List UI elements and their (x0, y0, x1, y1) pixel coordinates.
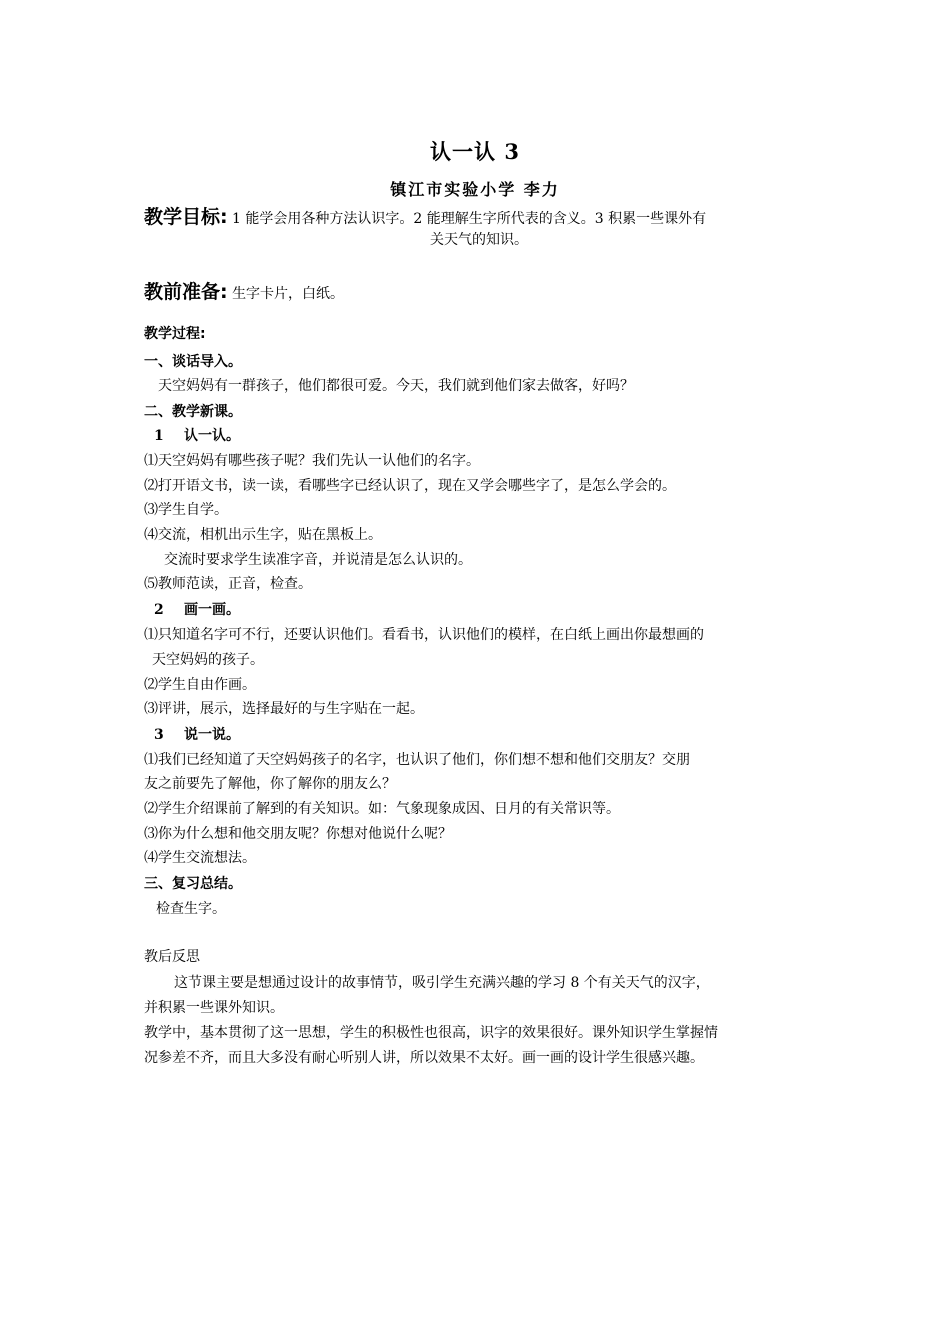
p3-heading (144, 724, 824, 744)
p1-number: 1 (154, 428, 164, 444)
p3-number: 3 (154, 727, 164, 743)
reflection-line-4: 况参差不齐，而且大多没有耐心听别人讲，所以效果不太好。画一画的设计学生很感兴趣。 (144, 1050, 704, 1066)
reflection-label: 教后反思 (144, 949, 200, 965)
p1-item-3: ⑶学生自学。 (144, 502, 228, 518)
goals-text-2: 关天气的知识。 (430, 232, 528, 248)
p3-item-3: ⑵学生介绍课前了解到的有关知识。如：气象现象成因、日月的有关常识等。 (144, 801, 620, 817)
process-label: 教学过程: (144, 326, 206, 342)
p3-item-2: 友之前要先了解他，你了解你的朋友么？ (144, 776, 396, 792)
prep-label: 教前准备: (144, 281, 228, 303)
p2-heading (144, 599, 824, 619)
document-title: 认一认 3 (430, 139, 520, 164)
reflection-line-3: 教学中，基本贯彻了这一思想，学生的积极性也很高，识字的效果很好。课外知识学生掌握情 (144, 1025, 718, 1041)
goals-line-2 (144, 228, 814, 253)
sec3-heading: 三、复习总结。 (144, 876, 242, 892)
p3-item-4: ⑶你为什么想和他交朋友呢？你想对他说什么呢？ (144, 826, 452, 842)
p1-title: 认一认。 (184, 428, 240, 444)
p1-item-6: ⑸教师范读，正音，检查。 (144, 576, 312, 592)
p1-heading (144, 425, 824, 445)
prep-text: 生字卡片，白纸。 (232, 286, 345, 302)
p2-item-3: ⑵学生自由作画。 (144, 677, 256, 693)
goals-text-1: 1 能学会用各种方法认识字。2 能理解生字所代表的含义。3 积累一些课外有 (227, 211, 707, 227)
reflection-line-2: 并积累一些课外知识。 (144, 1000, 284, 1016)
p3-title: 说一说。 (184, 727, 240, 743)
p1-item-4: ⑷交流，相机出示生字，贴在黑板上。 (144, 527, 382, 543)
p1-item-1: ⑴天空妈妈有哪些孩子呢？我们先认一认他们的名字。 (144, 453, 480, 469)
author-line: 镇江市实验小学 李力 (390, 180, 560, 199)
sec1-heading: 一、谈话导入。 (144, 354, 242, 370)
p2-item-2: 天空妈妈的孩子。 (152, 652, 264, 668)
sec2-heading: 二、教学新课。 (144, 404, 242, 420)
p3-item-5: ⑷学生交流想法。 (144, 850, 256, 866)
sec3-text: 检查生字。 (156, 901, 226, 917)
p2-item-4: ⑶评讲，展示，选择最好的与生字贴在一起。 (144, 701, 424, 717)
p2-number: 2 (154, 602, 164, 618)
reflection-line-1: 这节课主要是想通过设计的故事情节，吸引学生充满兴趣的学习 8 个有关天气的汉字， (174, 975, 710, 991)
goals-label: 教学目标: (144, 206, 228, 228)
p3-item-1: ⑴我们已经知道了天空妈妈孩子的名字，也认识了他们，你们想不想和他们交朋友？交朋 (144, 752, 690, 768)
p2-title: 画一画。 (184, 602, 240, 618)
p1-item-5: 交流时要求学生读准字音，并说清是怎么认识的。 (164, 552, 472, 568)
prep-line (144, 277, 814, 307)
p1-item-2: ⑵打开语文书，读一读，看哪些字已经认识了，现在又学会哪些字了，是怎么学会的。 (144, 478, 676, 494)
sec1-text: 天空妈妈有一群孩子，他们都很可爱。今天，我们就到他们家去做客，好吗？ (158, 378, 634, 394)
p2-item-1: ⑴只知道名字可不行，还要认识他们。看看书，认识他们的模样，在白纸上画出你最想画的 (144, 627, 704, 643)
